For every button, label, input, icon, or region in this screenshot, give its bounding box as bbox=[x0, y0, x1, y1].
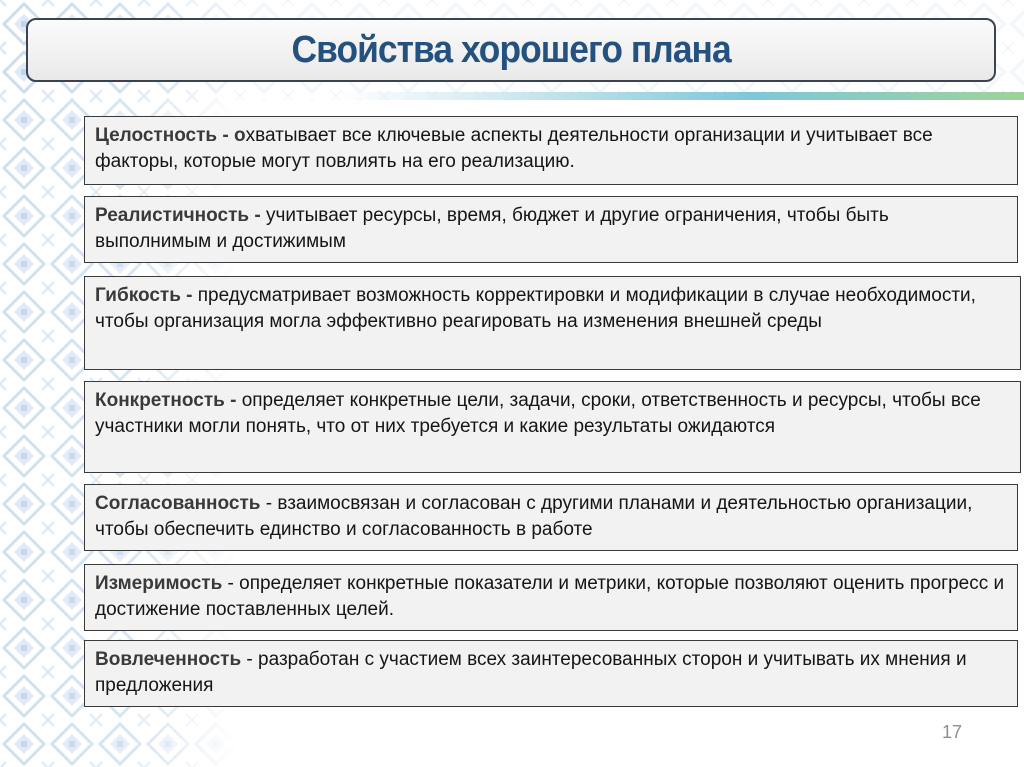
property-description: предусматривает возможность корректировки и модификации в случае необходимости, чтобы организация могла эффективно реагировать на изменения внешней среды bbox=[95, 285, 976, 332]
property-term: Согласованность bbox=[95, 493, 261, 514]
property-term: Гибкость - bbox=[95, 285, 198, 306]
property-card-specificity bbox=[84, 381, 1021, 473]
title-banner bbox=[26, 18, 996, 82]
property-card-measurability bbox=[84, 564, 1018, 631]
property-term: Конкретность - bbox=[95, 390, 242, 411]
property-description: - разработан с участием всех заинтересованных сторон и учитывать их мнения и предложения bbox=[95, 649, 967, 696]
property-term: Целостность - о bbox=[95, 125, 246, 146]
property-term: Реалистичность - bbox=[95, 205, 266, 226]
property-card-flexibility bbox=[84, 276, 1021, 370]
property-description: - взаимосвязан и согласован с другими планами и деятельностью организации, чтобы обеспечить единство и согласованность в работе bbox=[95, 493, 973, 540]
slide-title: Свойства хорошего плана bbox=[291, 28, 731, 71]
property-term: Вовлеченность bbox=[95, 649, 242, 670]
property-description: хватывает все ключевые аспекты деятельности организации и учитывает все факторы, которые могут повлиять на его реализацию. bbox=[95, 125, 933, 172]
property-card-realism bbox=[84, 196, 1018, 263]
property-description: учитывает ресурсы, время, бюджет и другие ограничения, чтобы быть выполнимым и достижимым bbox=[95, 205, 889, 252]
property-card-integrity bbox=[84, 116, 1018, 185]
page-number: 17 bbox=[942, 722, 963, 742]
property-card-consistency bbox=[84, 484, 1018, 551]
property-term: Измеримость bbox=[95, 573, 223, 594]
title-divider bbox=[340, 92, 1024, 100]
property-description: определяет конкретные цели, задачи, сроки, ответственность и ресурсы, чтобы все участники могли понять, что от них требуется и какие результаты ожидаются bbox=[95, 390, 981, 437]
property-description: - определяет конкретные показатели и метрики, которые позволяют оценить прогресс и достижение поставленных целей. bbox=[95, 573, 1005, 620]
property-card-engagement bbox=[84, 640, 1018, 707]
